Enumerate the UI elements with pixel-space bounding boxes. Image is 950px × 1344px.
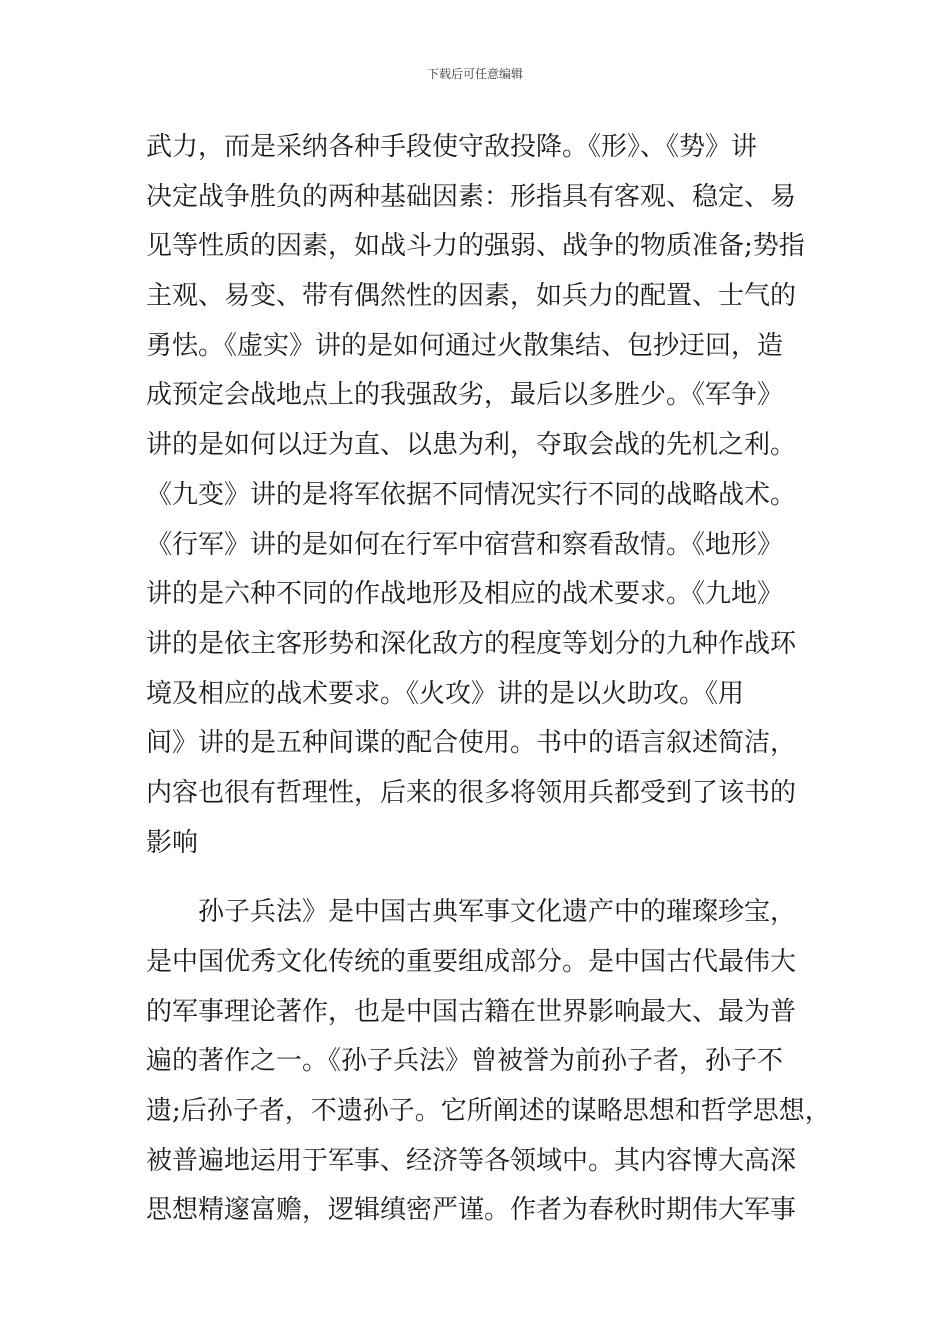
text-line: 讲的是依主客形势和深化敌方的程度等划分的九种作战环 bbox=[146, 628, 797, 659]
text-line: 见等性质的因素，如战斗力的强弱、战争的物质准备;势指 bbox=[146, 231, 805, 262]
text-line: 决定战争胜负的两种基础因素：形指具有客观、稳定、易 bbox=[146, 181, 797, 212]
text-line: 影响 bbox=[146, 827, 199, 858]
text-line: 孙子兵法》是中国古典军事文化遗产中的璀璨珍宝， bbox=[198, 897, 797, 928]
text-line: 被普遍地运用于军事、经济等各领域中。其内容博大高深 bbox=[146, 1145, 797, 1176]
text-line: 遍的著作之一。《孙子兵法》曾被誉为前孙子者，孙子不 bbox=[146, 1046, 784, 1077]
text-line: 武力，而是采纳各种手段使守敌投降。《形》、《势》讲 bbox=[146, 132, 758, 162]
text-line: 《九变》讲的是将军依据不同情况实行不同的战略战术。 bbox=[146, 479, 797, 510]
text-line: 成预定会战地点上的我强敌劣，最后以多胜少。《军争》 bbox=[146, 380, 784, 411]
text-line: 内容也很有哲理性，后来的很多将领用兵都受到了该书的 bbox=[146, 777, 797, 808]
paragraph-2 bbox=[146, 888, 836, 1236]
text-line: 《行军》讲的是如何在行军中宿营和察看敌情。《地形》 bbox=[146, 529, 784, 560]
text-line: 遗;后孙子者，不遗孙子。它所阐述的谋略思想和哲学思想， bbox=[146, 1096, 831, 1127]
text-line: 是中国优秀文化传统的重要组成部分。是中国古代最伟大 bbox=[146, 947, 797, 977]
text-line: 勇怯。《虚实》讲的是如何通过火散集结、包抄迂回，造 bbox=[146, 330, 784, 361]
paragraph-1 bbox=[146, 123, 836, 868]
text-line: 的军事理论著作，也是中国古籍在世界影响最大、最为普 bbox=[146, 996, 797, 1027]
document-body bbox=[146, 123, 836, 1236]
text-line: 讲的是六种不同的作战地形及相应的战术要求。《九地》 bbox=[146, 579, 784, 610]
text-line: 境及相应的战术要求。《火攻》讲的是以火助攻。《用 bbox=[146, 678, 745, 709]
text-line: 讲的是如何以迂为直、以患为利，夺取会战的先机之利。 bbox=[146, 430, 797, 461]
paragraph-spacer bbox=[146, 868, 836, 888]
text-line: 思想精邃富赡，逻辑缜密严谨。作者为春秋时期伟大军事 bbox=[146, 1195, 797, 1226]
page-header: 下载后可任意编辑 bbox=[426, 67, 523, 81]
text-line: 间》讲的是五种间谍的配合使用。书中的语言叙述简洁， bbox=[146, 728, 797, 759]
text-line: 主观、易变、带有偶然性的因素，如兵力的配置、士气的 bbox=[146, 281, 797, 312]
